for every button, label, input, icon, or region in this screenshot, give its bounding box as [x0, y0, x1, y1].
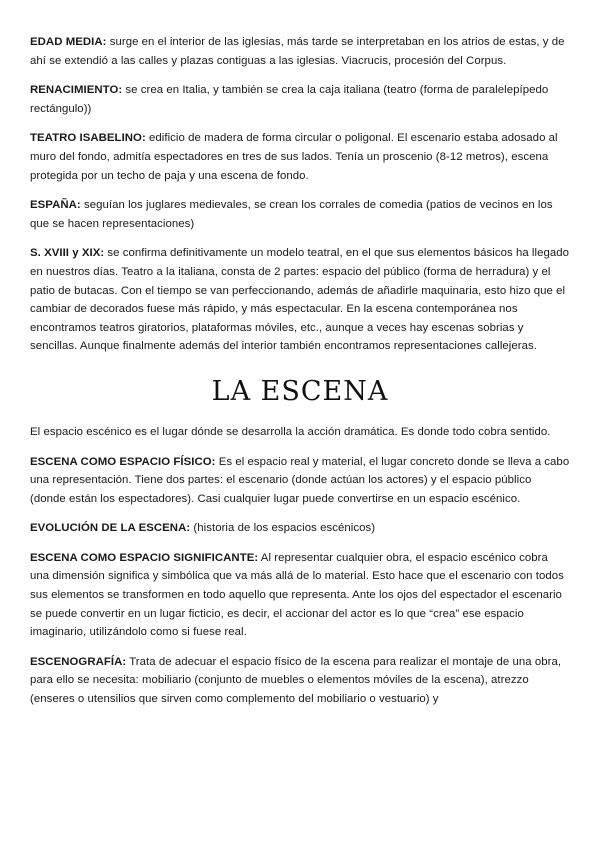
paragraph-text: Al representar cualquier obra, el espacio escénico cobra una dimensión significa y simbólica que va más allá de lo material. Esto hace que el escenario con todos sus elementos se transformen en todo aquello que representa. Ante los ojos del espectador el escenario se puede convertir en un lugar ficticio, es decir, el accionar del actor es lo que “crea” ese espacio imaginario, utilizándolo como si fuese real.: [30, 551, 564, 639]
paragraph-text: se crea en Italia, y también se crea la caja italiana (teatro (forma de paralelepípedo rectángulo)): [30, 84, 549, 115]
intro-paragraph: El espacio escénico es el lugar dónde se desarrolla la acción dramática. Es donde todo cobra sentido.: [30, 425, 551, 438]
paragraph-text: seguían los juglares medievales, se crean los corrales de comedia (patios de vecinos en los que se hacen representaciones): [30, 199, 553, 230]
term: RENACIMIENTO:: [30, 84, 123, 97]
paragraph-evolucion: [30, 519, 570, 538]
paragraph-espana: [30, 196, 570, 233]
paragraph-teatro-isabelino: [30, 129, 570, 185]
term: EVOLUCIÓN DE LA ESCENA:: [30, 522, 191, 535]
paragraph-text: se confirma definitivamente un modelo teatral, en el que sus elementos básicos ha llegado en nuestros días. Teatro a la italiana, consta de 2 partes: espacio del público (forma de herradura) y el patio de butacas. Con el tiempo se van perfeccionando, además de añadirle maquinaria, esto hizo que el cambiar de decorados fuese más rápido, y más espectacular. En la escena contemporánea nos encontramos teatros giratorios, plataformas móviles, etc., aunque a veces hay escenas sobrias y sencillas. Aunque finalmente además del interior también encontramos representaciones callejeras.: [30, 247, 570, 353]
term: TEATRO ISABELINO:: [30, 132, 146, 145]
term: S. XVIII y XIX:: [30, 247, 105, 260]
section-title: LA ESCENA: [211, 375, 389, 407]
paragraph-text: edificio de madera de forma circular o poligonal. El escenario estaba adosado al muro del fondo, admitía espectadores en tres de sus lados. Tenía un proscenio (8-12 metros), escena protegida por un techo de paja y una escena de fondo.: [30, 132, 558, 182]
term: ESCENA COMO ESPACIO SIGNIFICANTE:: [30, 551, 259, 564]
term: EDAD MEDIA:: [30, 36, 107, 48]
paragraph-espacio-significante: [30, 549, 570, 642]
paragraph-text: surge en el interior de las iglesias, más tarde se interpretaban en los atrios de estas, y de ahí se extendió a las calles y plazas contiguas a las iglesias. Viacrucis, procesión del Corpus.: [30, 36, 565, 67]
term: ESCENA COMO ESPACIO FÍSICO:: [30, 455, 216, 468]
paragraph-edad-media: [30, 33, 570, 70]
paragraph-text: (historia de los espacios escénicos): [190, 522, 376, 535]
paragraph-espacio-fisico: [30, 453, 570, 509]
paragraph-siglo-xviii-xix: [30, 244, 570, 356]
paragraph-text: Trata de adecuar el espacio físico de la escena para realizar el montaje de una obra, para ello se necesita: mobiliario (conjunto de muebles o elementos móviles de la escena), atrezzo (enseres o utensilios que sirven como complemento del mobiliario o vestuario) y: [30, 655, 562, 706]
paragraph-renacimiento: [30, 81, 570, 118]
term: ESCENOGRAFÍA:: [30, 655, 127, 668]
paragraph-text: Es el espacio real y material, el lugar concreto donde se lleva a cabo una representación. Tiene dos partes: el escenario (donde actúan los actores) y el espacio público (donde están los espectadores). Casi cualquier lugar puede convertirse en un espacio escénico.: [30, 455, 570, 505]
paragraph-escenografia: [30, 653, 570, 709]
term: ESPAÑA:: [30, 199, 81, 212]
